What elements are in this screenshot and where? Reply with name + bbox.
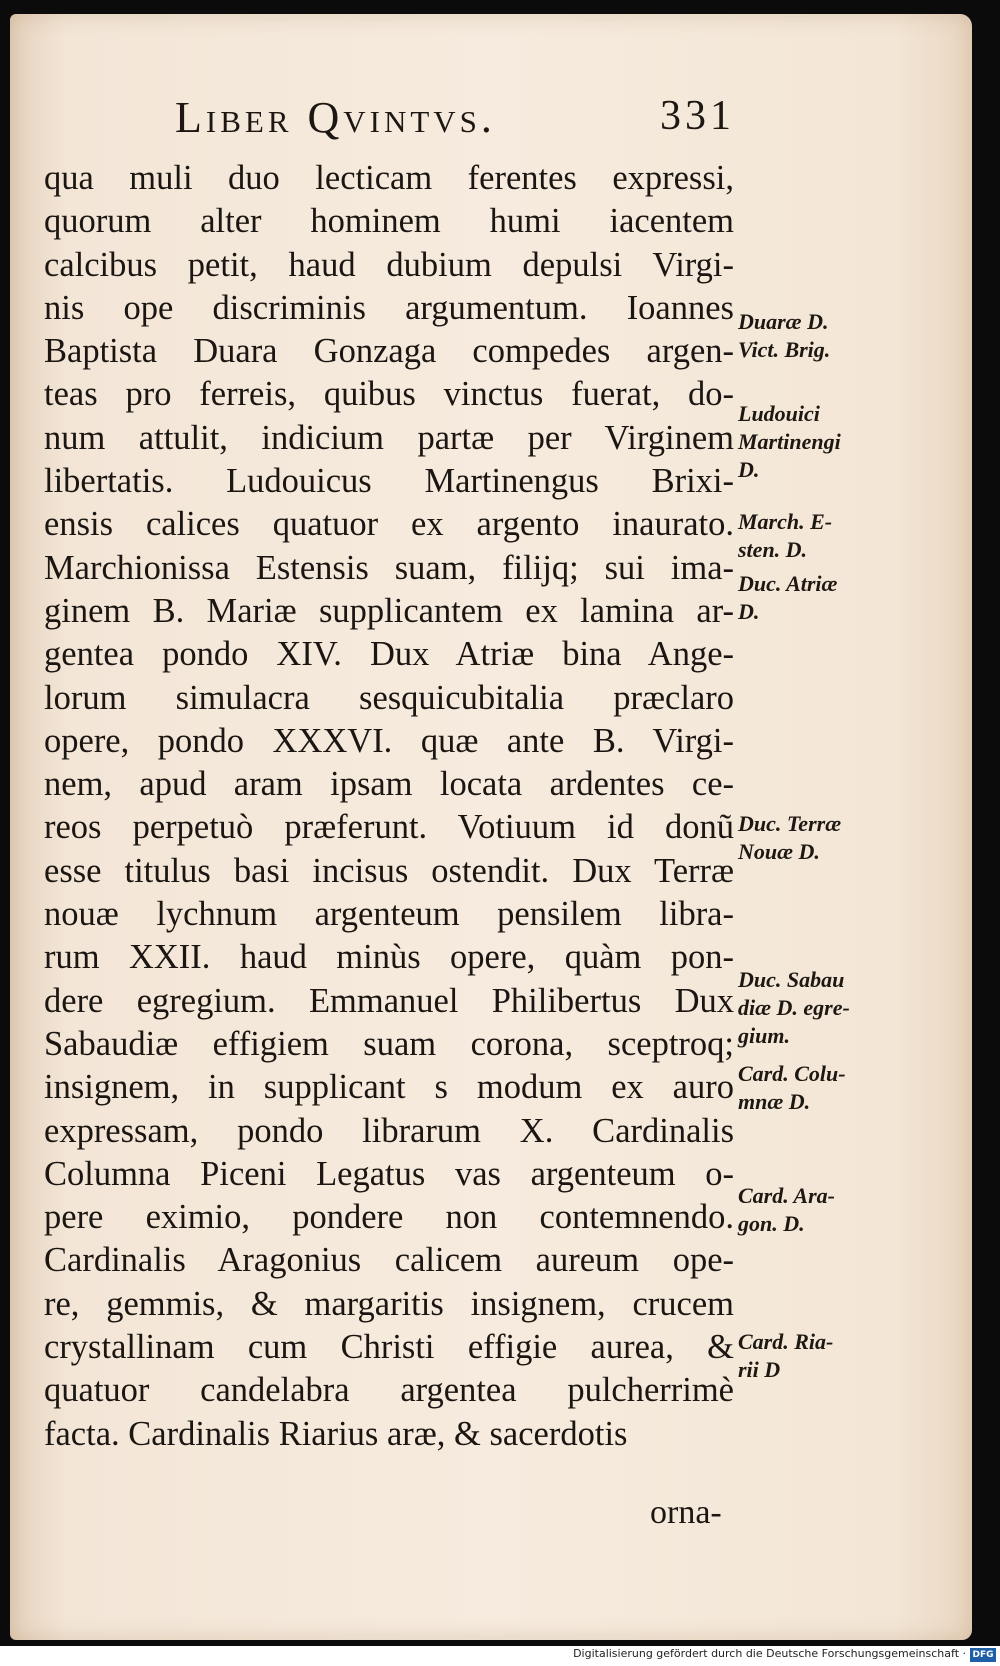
margin-note-line: Duc. Terræ	[738, 811, 842, 836]
dfg-logo: DFG	[970, 1648, 996, 1662]
margin-note-atriae	[738, 570, 908, 626]
margin-note-line: Card. Colu-	[738, 1061, 846, 1086]
text-line: lorum simulacra sesquicubitalia præclaro	[44, 678, 734, 717]
running-head-title: Liber Qvintvs.	[175, 93, 496, 142]
text-line: opere, pondo XXXVI. quæ ante B. Virgi-	[44, 721, 734, 760]
text-line: teas pro ferreis, quibus vinctus fuerat, do-	[44, 375, 734, 414]
text-line: Baptista Duara Gonzaga compedes argen-	[44, 332, 734, 371]
margin-note-aragonii	[738, 1182, 908, 1238]
margin-note-martinengi	[738, 400, 908, 484]
text-line: ensis calices quatuor ex argento inaurato.	[44, 505, 734, 544]
text-line: rum XXII. haud minùs opere, quàm pon-	[44, 938, 734, 977]
page-number: 331	[660, 93, 735, 139]
margin-note-line: Card. Ria-	[738, 1329, 834, 1354]
text-line: expressam, pondo librarum X. Cardinalis	[44, 1111, 734, 1150]
margin-note-riarii	[738, 1328, 908, 1384]
running-head	[175, 92, 735, 152]
margin-note-line: D.	[738, 457, 760, 482]
margin-note-duara	[738, 308, 908, 364]
catchword: orna-	[650, 1494, 722, 1531]
text-line: quatuor candelabra argentea pulcherrimè	[44, 1371, 734, 1410]
margin-note-line: gium.	[738, 1023, 790, 1048]
text-line: qua muli duo lecticam ferentes expressi,	[44, 159, 734, 197]
text-line: Columna Piceni Legatus vas argenteum o-	[44, 1154, 734, 1193]
margin-note-line: Duaræ D.	[738, 309, 829, 334]
text-line: num attulit, indicium partæ per Virginem	[44, 418, 734, 457]
margin-note-line: March. E-	[738, 509, 833, 534]
text-line: calcibus petit, haud dubium depulsi Virgi-	[44, 245, 734, 284]
text-line: Marchionissa Estensis suam, filijq; sui ima-	[44, 548, 734, 587]
margin-note-line: Duc. Atriæ	[738, 571, 838, 596]
text-line: quorum alter hominem humi iacentem	[44, 202, 734, 241]
text-line: insignem, in supplicant s modum ex auro	[44, 1068, 734, 1107]
text-line: pere eximio, pondere non contemnendo.	[44, 1198, 734, 1237]
text-line: nouæ lychnum argenteum pensilem libra-	[44, 895, 734, 934]
margin-note-line: sten. D.	[738, 537, 808, 562]
margin-note-line: Nouæ D.	[738, 839, 820, 864]
text-line: nis ope discriminis argumentum. Ioannes	[44, 288, 734, 327]
main-text-block	[44, 157, 734, 1456]
text-line: esse titulus basi incisus ostendit. Dux Terræ	[44, 851, 734, 890]
book-page	[10, 14, 972, 1640]
margin-note-columnae	[738, 1060, 908, 1116]
margin-note-line: gon. D.	[738, 1211, 805, 1236]
margin-note-line: Ludouici	[738, 401, 820, 426]
margin-note-line: Duc. Sabau	[738, 967, 845, 992]
text-line: re, gemmis, & margaritis insignem, crucem	[44, 1284, 734, 1323]
text-line: reos perpetuò præferunt. Votiuum id donũ	[44, 808, 734, 847]
text-line: Sabaudiæ effigiem suam corona, sceptroq;	[44, 1024, 734, 1063]
margin-note-line: mnæ D.	[738, 1089, 811, 1114]
margin-note-line: Vict. Brig.	[738, 337, 831, 362]
funding-credit: Digitalisierung gefördert durch die Deutsche Forschungsgemeinschaft ·	[573, 1647, 966, 1660]
margin-note-sabaudiae	[738, 966, 908, 1050]
text-line: crystallinam cum Christi effigie aurea, &	[44, 1328, 734, 1367]
text-line: dere egregium. Emmanuel Philibertus Dux	[44, 981, 734, 1020]
text-line: gentea pondo XIV. Dux Atriæ bina Ange-	[44, 635, 734, 674]
text-line: ginem B. Mariæ supplicantem ex lamina ar-	[44, 591, 734, 630]
margin-note-line: rii D	[738, 1357, 781, 1382]
text-line: facta. Cardinalis Riarius aræ, & sacerdotis	[44, 1414, 628, 1453]
margin-note-line: Card. Ara-	[738, 1183, 835, 1208]
text-line: Cardinalis Aragonius calicem aureum ope-	[44, 1241, 734, 1280]
margin-note-estensis	[738, 508, 908, 564]
text-line: nem, apud aram ipsam locata ardentes ce-	[44, 765, 734, 804]
margin-note-terrae-nouae	[738, 810, 908, 866]
text-line: libertatis. Ludouicus Martinengus Brixi-	[44, 462, 734, 501]
margin-note-line: diæ D. egre-	[738, 995, 850, 1020]
margin-note-line: D.	[738, 599, 760, 624]
margin-note-line: Martinengi	[738, 429, 841, 454]
